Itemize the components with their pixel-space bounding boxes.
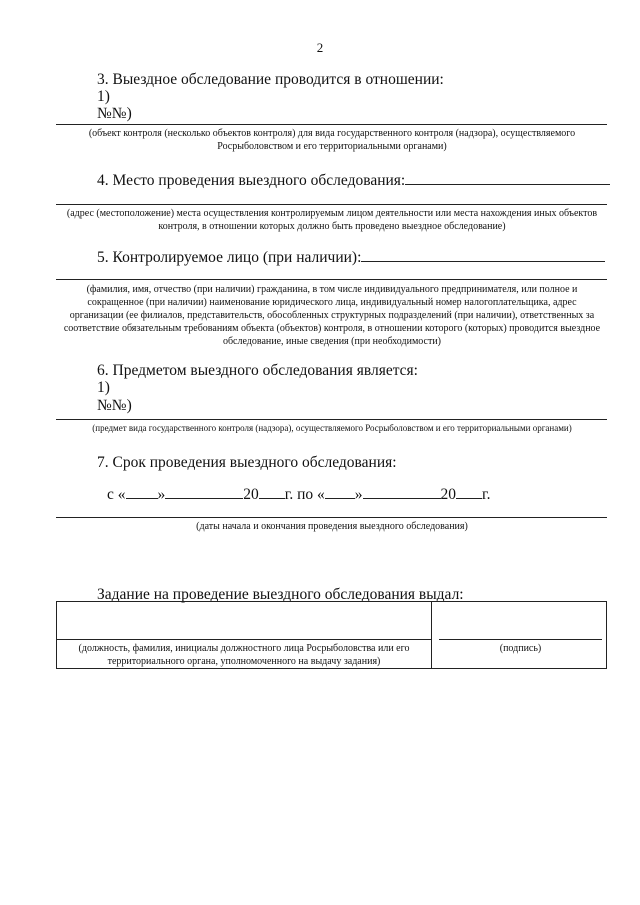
section7-heading: 7. Срок проведения выездного обследования: [97,454,397,471]
section5-caption: (фамилия, имя, отчество (при наличии) гражданина, в том числе индивидуального предпринимателя, или полное и сокращенное (при наличии) наименование юридического лица, индивидуальный номер налогоплательщика, адрес организации (ее филиалов, представительств, обособленных структурных подразделений (при наличии), ответственных за соответствие обязательным требованиям объекта (объектов) контроля, в отношении которого (которых) проводится выездное обследование, иные сведения (при необходимости) [63,284,601,347]
date-from-quote: » [157,486,166,503]
section5-heading [97,249,605,267]
page-number: 2 [316,40,324,55]
section6-item-1: 1) [97,379,110,396]
date-to-prefix: по « [297,486,325,503]
date-to-year-blank [456,486,482,499]
section5-blank [361,249,605,262]
position-field-line [57,639,431,640]
section3-heading: 3. Выездное обследование проводится в отношении: [97,71,444,88]
date-to-year-suffix: г. [482,486,491,503]
date-to-quote: » [354,486,363,503]
signature-field-line [439,639,602,640]
section3-item-n: №№) [97,105,132,122]
section6-caption: (предмет вида государственного контроля (надзора), осуществляемого Росрыболовством и его территориальными органами) [92,423,572,433]
date-to-year-prefix: 20 [440,486,457,503]
section4-heading [97,172,610,190]
position-caption: (должность, фамилия, инициалы должностного лица Росрыболовства или его территориального органа, уполномоченного на выдачу задания) [78,643,410,667]
section7-caption: (даты начала и окончания проведения выездного обследования) [196,521,468,532]
section4-caption: (адрес (местоположение) места осуществления контролируемым лицом деятельности или места нахождения иных объектов контроля, в отношении которых должно быть проведено выездное обследование) [66,208,598,232]
assignment-heading: Задание на проведение выездного обследования выдал: [97,586,464,603]
date-from-year-suffix: г. [284,486,294,503]
section6-heading: 6. Предметом выездного обследования является: [97,362,418,379]
section5-rule [56,279,607,280]
section6-rule [56,419,607,420]
signature-table-divider [431,602,432,668]
section3-item-1: 1) [97,88,110,105]
section3-caption: (объект контроля (несколько объектов контроля) для вида государственного контроля (надзора), осуществляемого Росрыболовством и его территориальными органами) [88,128,576,152]
section4-heading-text: 4. Место проведения выездного обследования: [97,172,406,189]
section3-rule [56,124,607,125]
date-range-line [107,486,491,504]
signature-table [56,601,607,669]
section4-rule [56,204,607,205]
section5-heading-text: 5. Контролируемое лицо (при наличии): [97,249,362,266]
date-from-prefix: с « [107,486,126,503]
date-to-month-blank [363,486,441,499]
section6-item-n: №№) [97,397,132,414]
date-from-year-prefix: 20 [243,486,259,503]
date-to-day-blank [325,486,355,499]
section7-rule [56,517,607,518]
date-from-month-blank [165,486,243,499]
section4-blank [405,172,610,185]
date-from-year-blank [259,486,285,499]
date-from-day-blank [126,486,158,499]
signature-caption: (подпись) [499,643,542,654]
